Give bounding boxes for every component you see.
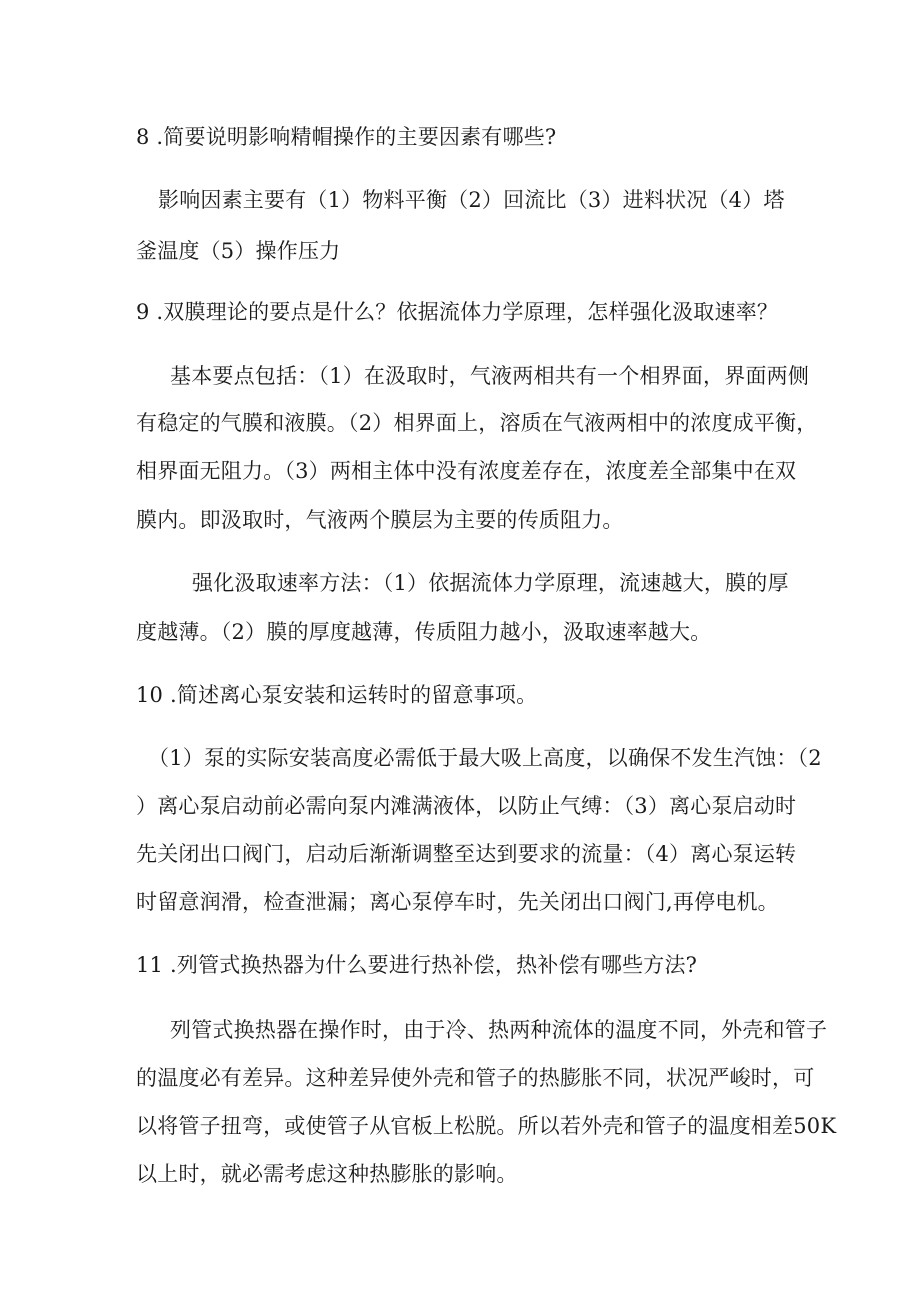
question-8: 8 .简要说明影响精帽操作的主要因素有哪些?	[136, 125, 557, 149]
answer-9-method-line-2: 度越薄。（2）膜的厚度越薄，传质阻力越小，汲取速率越大。	[136, 620, 712, 644]
answer-9-line-3: 相界面无阻力。（3）两相主体中没有浓度差存在，浓度差全部集中在双	[136, 459, 797, 483]
answer-10-line-3: 先关闭出口阀门，启动后渐渐调整至达到要求的流量：（4）离心泵运转	[136, 842, 797, 866]
answer-11-line-4: 以上时，就必需考虑这种热膨胀的影响。	[136, 1162, 518, 1186]
answer-8-line-2: 釜温度（5）操作压力	[136, 239, 341, 263]
answer-10-line-2: ）离心泵启动前必需向泵内滩满液体，以防止气缚：（3）离心泵启动时	[136, 794, 797, 818]
answer-9-line-2: 有稳定的气膜和液膜。（2）相界面上，溶质在气液两相中的浓度成平衡，	[136, 411, 818, 435]
answer-9-line-1: 基本要点包括：（1）在汲取时，气液两相共有一个相界面，界面两侧	[170, 364, 810, 388]
answer-11-line-1: 列管式换热器在操作时，由于冷、热两种流体的温度不同，外壳和管子	[170, 1018, 828, 1042]
answer-11-line-2: 的温度必有差异。这种差异使外壳和管子的热膨胀不同，状况严峻时，可	[136, 1066, 815, 1090]
answer-10-line-4: 时留意润滑，检查泄漏；离心泵停车时，先关闭出口阀门,再停电机。	[136, 890, 779, 914]
answer-10-line-1: （1）泵的实际安装高度必需低于最大吸上高度，以确保不发生汽蚀：（2	[148, 746, 822, 770]
question-10: 10 .简述离心泵安装和运转时的留意事项。	[136, 683, 538, 707]
answer-9-line-4: 膜内。即汲取时，气液两个膜层为主要的传质阻力。	[136, 508, 624, 532]
answer-11-line-3: 以将管子扭弯，或使管子从官板上松脱。所以若外壳和管子的温度相差50K	[136, 1114, 837, 1138]
answer-9-method-line-1: 强化汲取速率方法：（1）依据流体力学原理，流速越大，膜的厚	[192, 571, 789, 595]
question-11: 11 .列管式换热器为什么要进行热补偿，热补偿有哪些方法?	[136, 953, 698, 977]
answer-8-line-1: 影响因素主要有（1）物料平衡（2）回流比（3）进料状况（4）塔	[158, 188, 785, 212]
question-9: 9 .双膜理论的要点是什么？依据流体力学原理，怎样强化汲取速率？	[136, 300, 779, 324]
